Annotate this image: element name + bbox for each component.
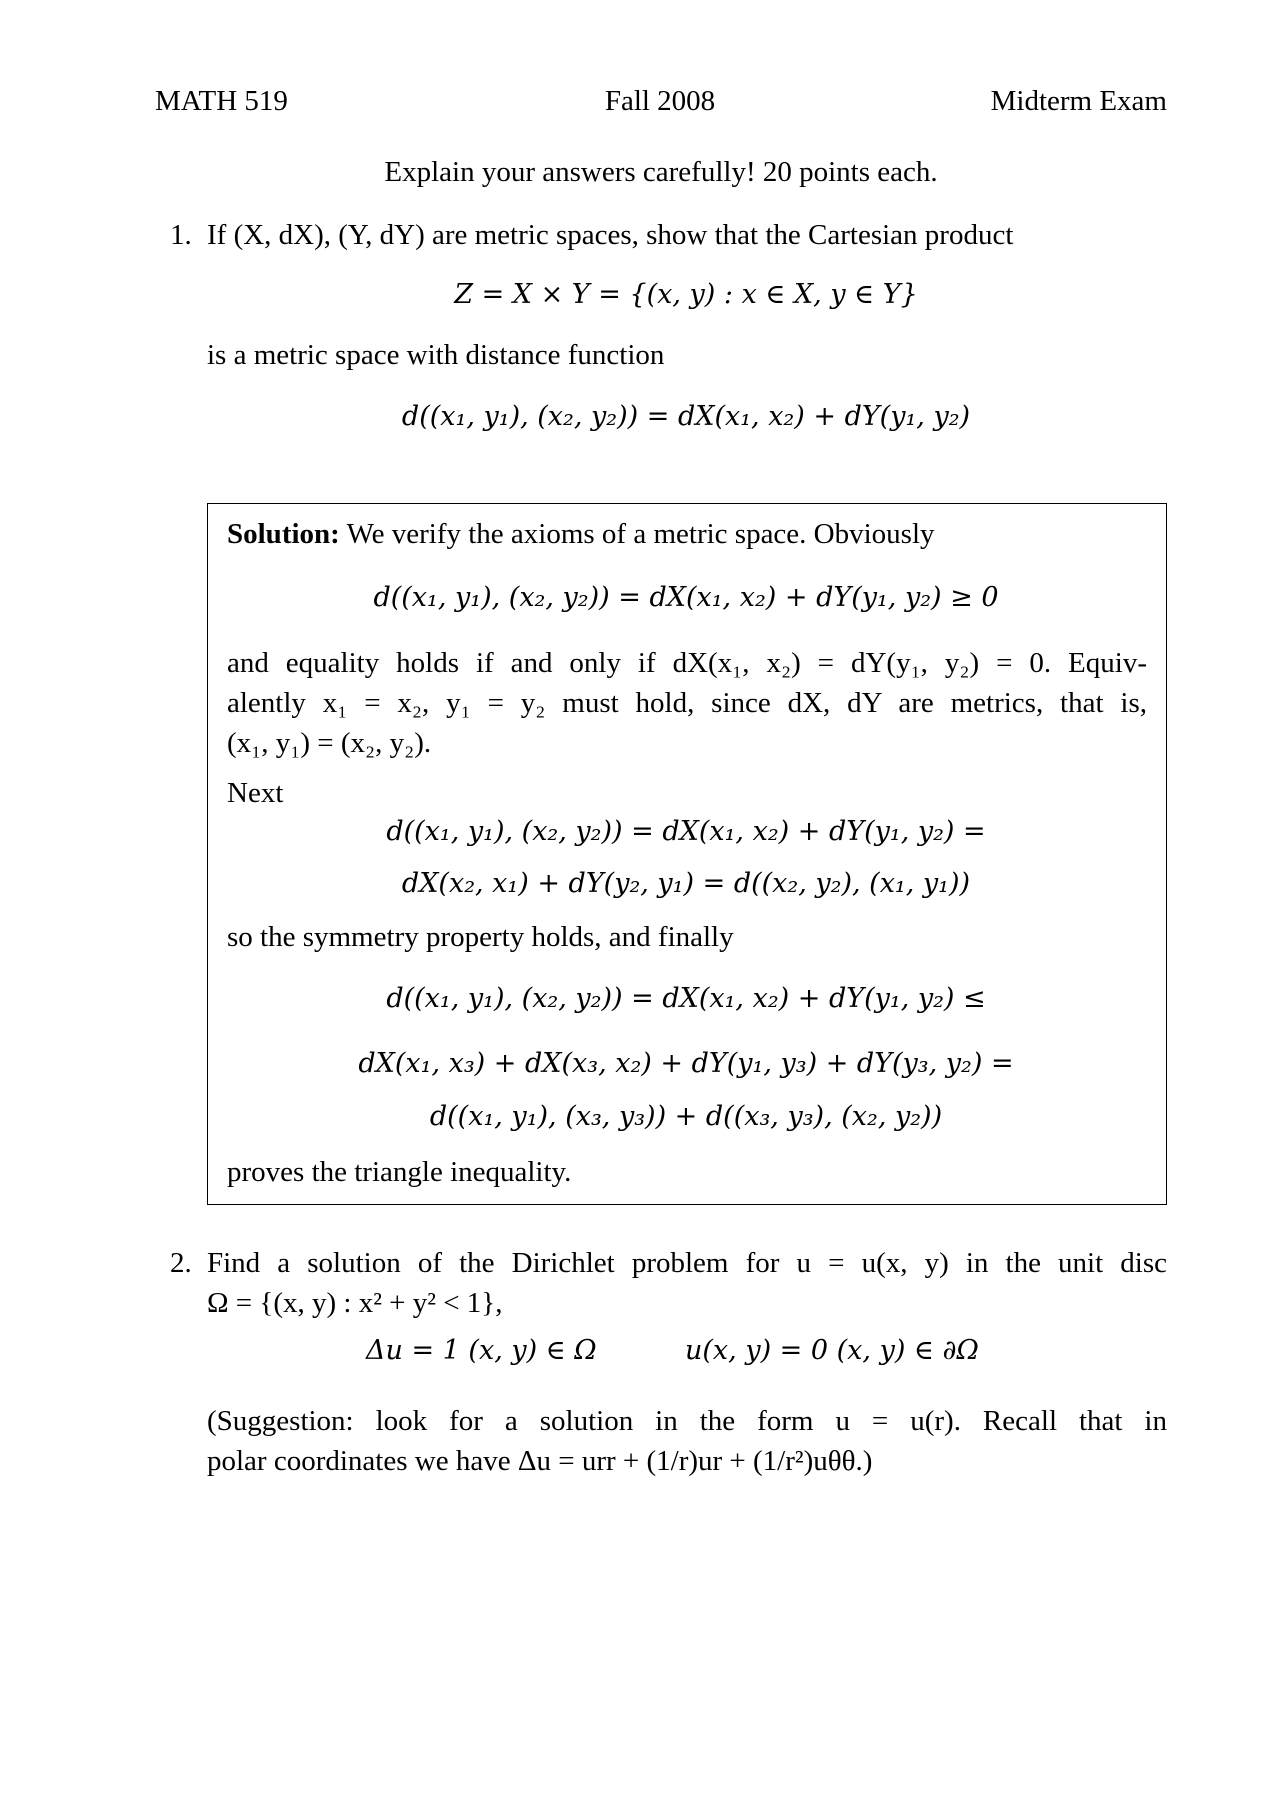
exam-type: Midterm Exam [990,85,1167,117]
equation-symmetry-line-1: d((x₁, y₁), (x₂, y₂)) = dX(x₁, x₂) + dY(y₁, y₂) = [386,816,986,847]
equation-symmetry-line-2: dX(x₂, x₁) + dY(y₂, y₁) = d((x₂, y₂), (x₁, y₁)) [401,868,971,899]
problem-1-continuation: is a metric space with distance function [207,339,665,371]
equation-boundary-condition: u(x, y) = 0 (x, y) ∈ ∂Ω [685,1335,979,1366]
paragraph-line: and equality holds if and only if dX(x₁, x₂) = dY(y₁, y₂) = 0. Equiv- [227,647,1147,679]
paragraph-line: alently x₁ = x₂, y₁ = y₂ must hold, since dX, dY are metrics, that is, [227,687,1147,719]
paragraph-line: (x₁, y₁) = (x₂, y₂). [227,727,432,759]
equation-triangle-line-2: dX(x₁, x₃) + dX(x₃, x₂) + dY(y₁, y₃) + dY(y₃, y₂) = [358,1048,1014,1079]
equation-triangle-line-1: d((x₁, y₁), (x₂, y₂)) = dX(x₁, x₂) + dY(y₁, y₂) ≤ [386,983,986,1014]
solution-intro-text: We verify the axioms of a metric space. Obviously [346,518,935,550]
instructions: Explain your answers carefully! 20 points each. [384,156,938,188]
solution-paragraph-identity [227,646,1147,766]
course-title: MATH 519 [155,85,288,117]
equation-pde: Δu = 1 (x, y) ∈ Ω [366,1335,597,1366]
problem-1-number: 1. [170,219,192,251]
paragraph-line: Find a solution of the Dirichlet problem for u = u(x, y) in the unit disc [207,1247,1167,1279]
problem-2-number: 2. [170,1247,192,1279]
paragraph-line: polar coordinates we have Δu = urr + (1/r)ur + (1/r²)uθθ.) [207,1445,873,1477]
problem-2-hint [207,1404,1167,1484]
problem-1-statement: If (X, dX), (Y, dY) are metric spaces, show that the Cartesian product [207,219,1014,251]
solution-conclusion: proves the triangle inequality. [227,1156,572,1188]
solution-symmetry-text: so the symmetry property holds, and finally [227,921,734,953]
paragraph-line: Ω = {(x, y) : x² + y² < 1}, [207,1287,503,1319]
solution-intro [227,517,935,552]
solution-label: Solution: [227,518,340,550]
solution-next-label: Next [227,777,284,809]
equation-triangle-line-3: d((x₁, y₁), (x₃, y₃)) + d((x₃, y₃), (x₂, y₂)) [429,1101,943,1132]
equation-distance-function: d((x₁, y₁), (x₂, y₂)) = dX(x₁, x₂) + dY(y₁, y₂) [401,401,971,432]
exam-term: Fall 2008 [604,85,716,117]
equation-nonnegativity: d((x₁, y₁), (x₂, y₂)) = dX(x₁, x₂) + dY(y₁, y₂) ≥ 0 [373,582,999,613]
paragraph-line: (Suggestion: look for a solution in the form u = u(r). Recall that in [207,1405,1167,1437]
equation-cartesian-product: Z = X × Y = {(x, y) : x ∈ X, y ∈ Y} [454,279,918,310]
problem-2-statement [207,1246,1167,1326]
